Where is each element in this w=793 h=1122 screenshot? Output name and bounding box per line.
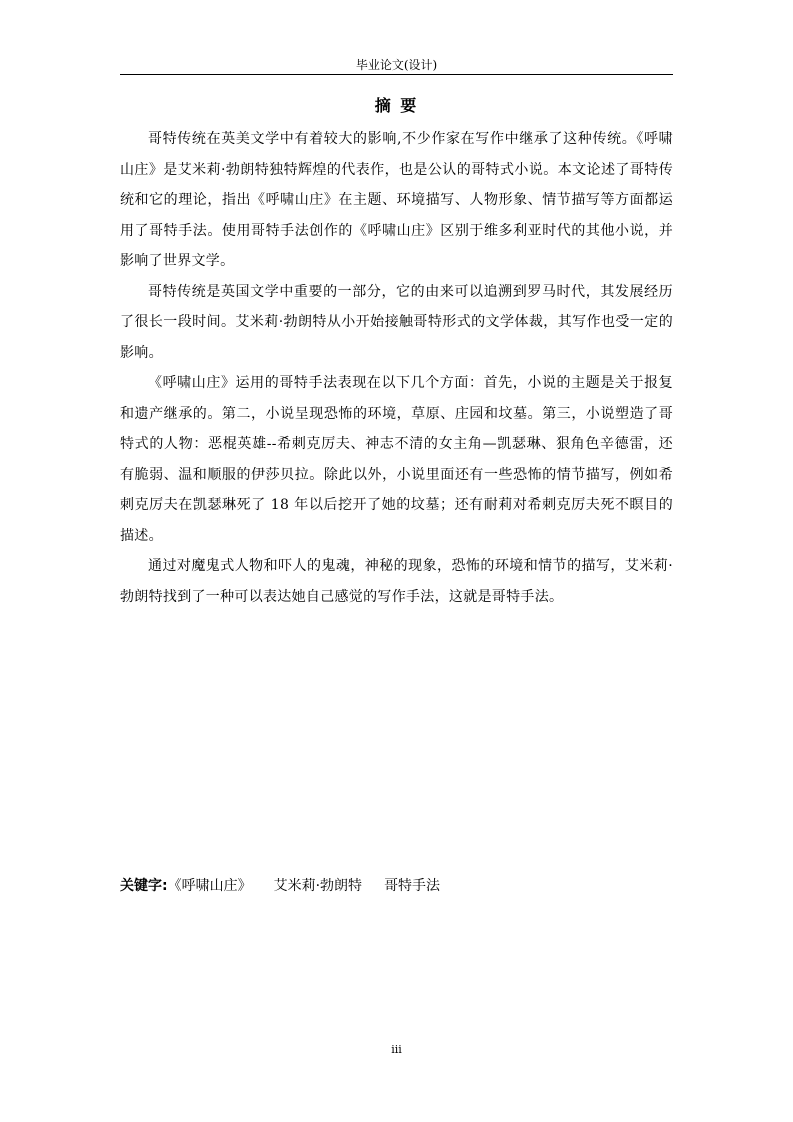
page-number: iii [391,1043,402,1056]
abstract-body [120,124,673,612]
keywords-label: 关键字: [120,878,168,894]
header-rule [120,74,673,75]
keywords-line [120,876,673,896]
abstract-paragraph: 哥特传统是英国文学中重要的一部分，它的由来可以追溯到罗马时代，其发展经历了很长一段时间。艾米莉·勃朗特从小开始接触哥特形式的文学体裁，其写作也受一定的影响。 [120,283,673,361]
abstract-paragraph: 通过对魔鬼式人物和吓人的鬼魂，神秘的现象，恐怖的环境和情节的描写，艾米莉·勃朗特找到了一种可以表达她自己感觉的写作手法，这就是哥特手法。 [120,558,673,605]
abstract-paragraph: 哥特传统在英美文学中有着较大的影响,不少作家在写作中继承了这种传统。《呼啸山庄》是艾米莉·勃朗特独特辉煌的代表作，也是公认的哥特式小说。本文论述了哥特传统和它的理论，指出《呼啸山庄》在主题、环境描写、人物形象、情节描写等方面都运用了哥特手法。使用哥特手法创作的《呼啸山庄》区别于维多利亚时代的其他小说，并影响了世界文学。 [120,131,673,269]
running-header: 毕业论文(设计) [355,58,438,72]
keyword-item: 艾米莉·勃朗特 [273,878,363,894]
keyword-item: 《呼啸山庄》 [167,878,252,894]
abstract-title: 摘 要 [374,96,419,115]
keyword-item: 哥特手法 [384,878,441,894]
abstract-paragraph: 《呼啸山庄》运用的哥特手法表现在以下几个方面：首先，小说的主题是关于报复和遗产继承的。第二，小说呈现恐怖的环境，草原、庄园和坟墓。第三，小说塑造了哥特式的人物：恶棍英雄--希刺克厉夫、神志不清的女主角—凯瑟琳、狠角色辛德雷，还有脆弱、温和顺服的伊莎贝拉。除此以外，小说里面还有一些恐怖的情节描写，例如希刺克厉夫在凯瑟琳死了 18 年以后挖开了她的坟墓；还有耐莉对希刺克厉夫死不瞑目的描述。 [120,375,673,544]
